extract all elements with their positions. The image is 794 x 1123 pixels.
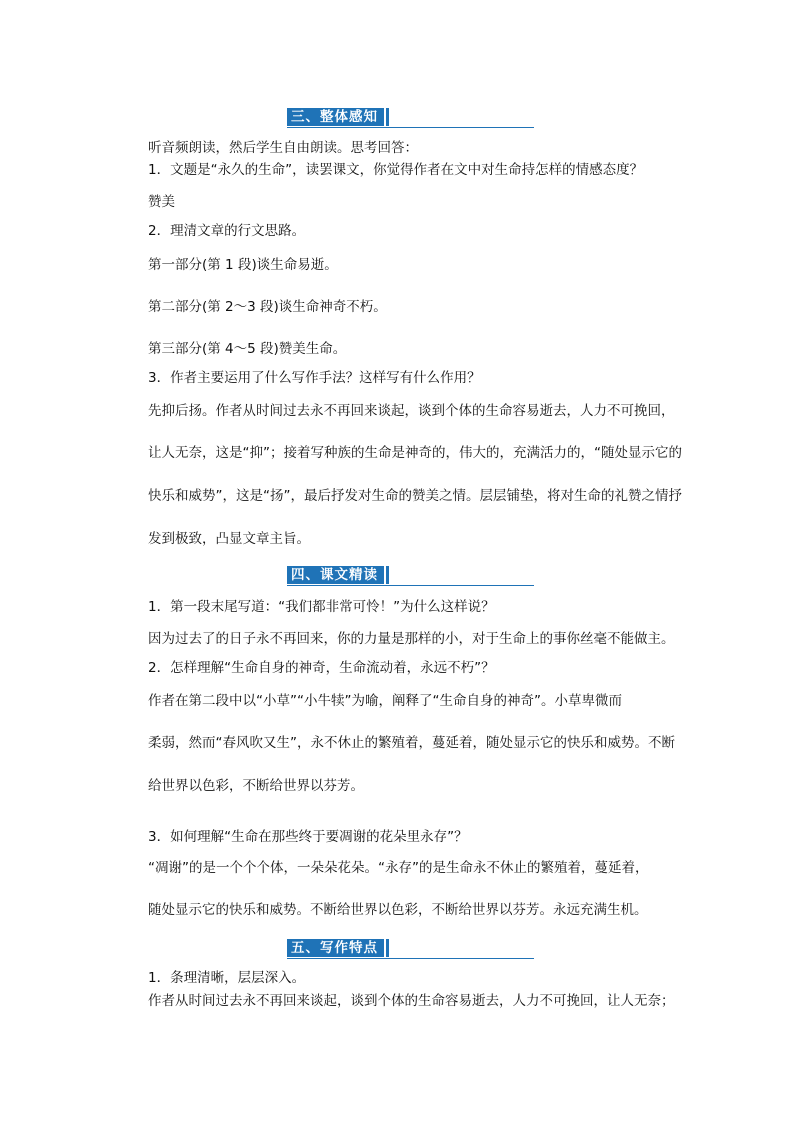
outline-part-1: 第一部分(第 1 段)谈生命易逝。 — [148, 257, 338, 273]
outline-part-3: 第三部分(第 4～5 段)赞美生命。 — [148, 341, 347, 357]
answer-3-line: 随处显示它的快乐和威势。不断给世界以色彩，不断给世界以芬芳。永远充满生机。 — [148, 902, 648, 918]
section-title: 五、写作特点 — [287, 939, 384, 957]
header-rule — [287, 127, 534, 129]
answer-1: 赞美 — [148, 194, 175, 210]
question-3: 3．作者主要运用了什么写作手法？这样写有什么作用？ — [148, 370, 481, 386]
question-2: 2．理清文章的行文思路。 — [148, 223, 306, 239]
intro-text: 听音频朗读，然后学生自由朗读。思考回答： — [148, 140, 418, 156]
section-header-overall — [287, 108, 534, 128]
answer-3-line: 快乐和威势”，这是“扬”，最后抒发对生命的赞美之情。层层铺垫，将对生命的礼赞之情抒 — [148, 488, 682, 504]
section-header-writing-features — [287, 939, 534, 959]
question-3: 3．如何理解“生命在那些终于要凋谢的花朵里永存”？ — [148, 829, 468, 845]
feature-1-text: 作者从时间过去永不再回来谈起，谈到个体的生命容易逝去，人力不可挽回，让人无奈； — [148, 993, 675, 1009]
answer-3-line: 发到极致，凸显文章主旨。 — [148, 531, 310, 547]
answer-3-line: 让人无奈，这是“抑”；接着写种族的生命是神奇的，伟大的，充满活力的，“随处显示它的 — [148, 445, 682, 461]
answer-2-line: 柔弱，然而“春风吹又生”，永不休止的繁殖着，蔓延着，随处显示它的快乐和威势。不断 — [148, 735, 675, 751]
header-rule — [287, 958, 534, 960]
answer-2-line: 给世界以色彩，不断给世界以芬芳。 — [148, 778, 364, 794]
section-header-close-reading — [287, 566, 534, 586]
section-title: 三、整体感知 — [287, 108, 384, 126]
answer-2-line: 作者在第二段中以“小草”“小牛犊”为喻，阐释了“生命自身的神奇”。小草卑微而 — [148, 693, 622, 709]
answer-3-line: “凋谢”的是一个个个体，一朵朵花朵。“永存”的是生命永不休止的繁殖着，蔓延着， — [148, 860, 649, 876]
question-1: 1．文题是“永久的生命”，读罢课文，你觉得作者在文中对生命持怎样的情感态度？ — [148, 162, 644, 178]
section-title: 四、课文精读 — [287, 566, 384, 584]
answer-3-line: 先抑后扬。作者从时间过去永不再回来谈起，谈到个体的生命容易逝去，人力不可挽回， — [148, 403, 675, 419]
outline-part-2: 第二部分(第 2～3 段)谈生命神奇不朽。 — [148, 299, 387, 315]
question-2: 2．怎样理解“生命自身的神奇，生命流动着，永远不朽”？ — [148, 660, 495, 676]
question-1: 1．第一段末尾写道：“我们都非常可怜！”为什么这样说？ — [148, 599, 495, 615]
feature-1: 1．条理清晰，层层深入。 — [148, 970, 306, 986]
answer-1: 因为过去了的日子永不再回来，你的力量是那样的小，对于生命上的事你丝毫不能做主。 — [148, 631, 675, 647]
header-rule — [287, 585, 534, 587]
